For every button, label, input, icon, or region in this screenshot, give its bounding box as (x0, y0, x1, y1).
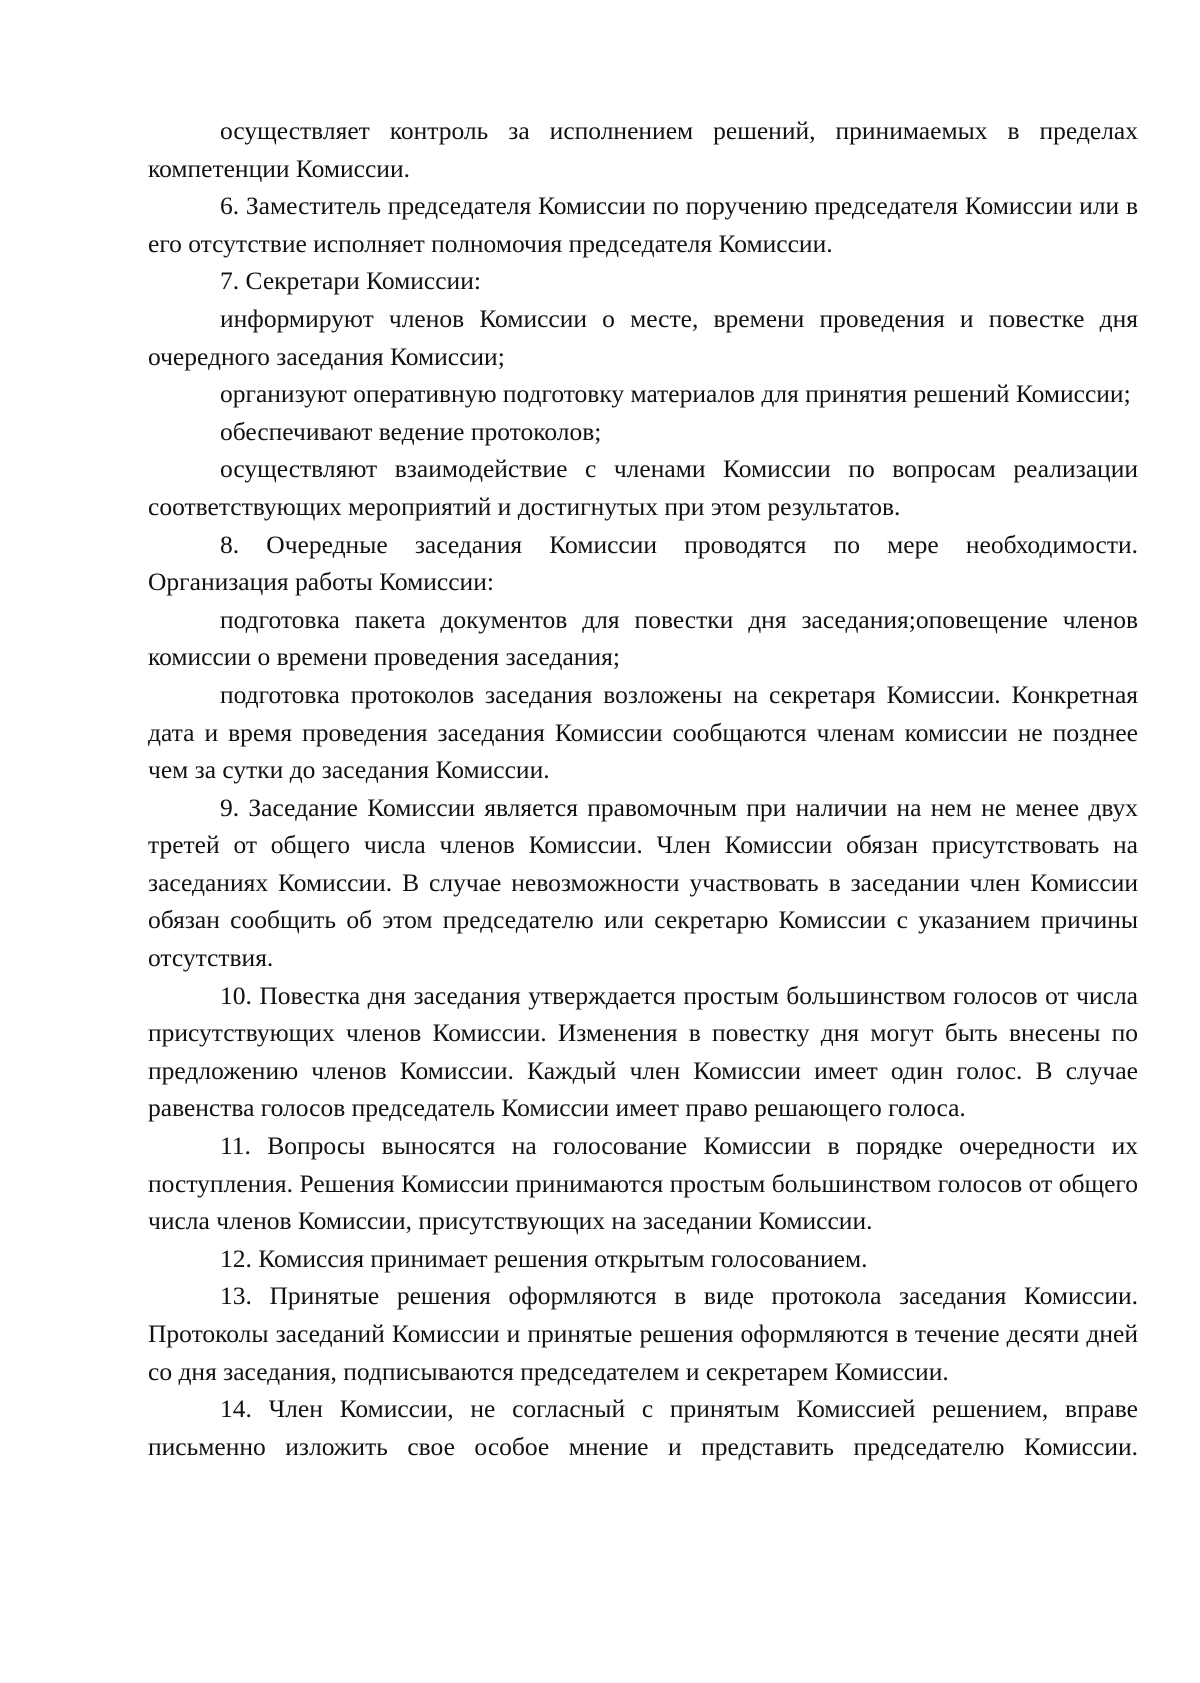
paragraph-item-8: 8. Очередные заседания Комиссии проводятся по мере необходимости. Организация работы Комиссии: (148, 529, 1138, 597)
paragraph-continuation: осуществляет контроль за исполнением решений, принимаемых в пределах компетенции Комиссии. (148, 116, 1138, 183)
paragraph-item-13: 13. Принятые решения оформляются в виде протокола заседания Комиссии. Протоколы заседаний Комиссии и принятые решения оформляются в течение десяти дней со дня заседания, подписываются председателем и секретарем Комиссии. (148, 1281, 1138, 1386)
paragraph-organization-documents: подготовка пакета документов для повестки дня заседания;оповещение членов комиссии о времени проведения заседания; (148, 604, 1138, 672)
paragraph-organization-protocols: подготовка протоколов заседания возложены на секретаря Комиссии. Конкретная дата и время проведения заседания Комиссии сообщаются членам комиссии не позднее чем за сутки до заседания Комиссии. (148, 679, 1138, 785)
paragraph-item-10: 10. Повестка дня заседания утверждается простым большинством голосов от числа присутствующих членов Комиссии. Изменения в повестку дня могут быть внесены по предложению членов Комиссии. Каждый член Комиссии имеет один голос. В случае равенства голосов председатель Комиссии имеет право решающего голоса. (148, 980, 1138, 1123)
paragraph-item-9: 9. Заседание Комиссии является правомочным при наличии на нем не менее двух третей от общего числа членов Комиссии. Член Комиссии обязан присутствовать на заседаниях Комиссии. В случае невозможности участвовать в заседании член Комиссии обязан сообщить об этом председателю или секретарю Комиссии с указанием причины отсутствия. (148, 792, 1138, 973)
paragraph-item-6: 6. Заместитель председателя Комиссии по поручению председателя Комиссии или в его отсутствие исполняет полномочия председателя Комиссии. (148, 191, 1138, 258)
paragraph-item-7: 7. Секретари Комиссии: (220, 266, 481, 296)
paragraph-secretary-duty-prepare: организуют оперативную подготовку материалов для принятия решений Комиссии; (220, 379, 1131, 409)
paragraph-secretary-duty-interact: осуществляют взаимодействие с членами Комиссии по вопросам реализации соответствующих мероприятий и достигнутых при этом результатов. (148, 454, 1138, 521)
paragraph-item-14: 14. Член Комиссии, не согласный с принятым Комиссией решением, вправе письменно изложить свое особое мнение и представить председателю Комиссии. (148, 1394, 1138, 1461)
document-page (148, 112, 1138, 1465)
paragraph-item-12: 12. Комиссия принимает решения открытым голосованием. (220, 1243, 868, 1273)
paragraph-secretary-duty-inform: информируют членов Комиссии о месте, времени проведения и повестке дня очередного заседания Комиссии; (148, 303, 1138, 371)
paragraph-secretary-duty-protocols: обеспечивают ведение протоколов; (220, 416, 602, 446)
paragraph-item-11: 11. Вопросы выносятся на голосование Комиссии в порядке очередности их поступления. Решения Комиссии принимаются простым большинством голосов от общего числа членов Комиссии, присутствующих на заседании Комиссии. (148, 1131, 1138, 1236)
